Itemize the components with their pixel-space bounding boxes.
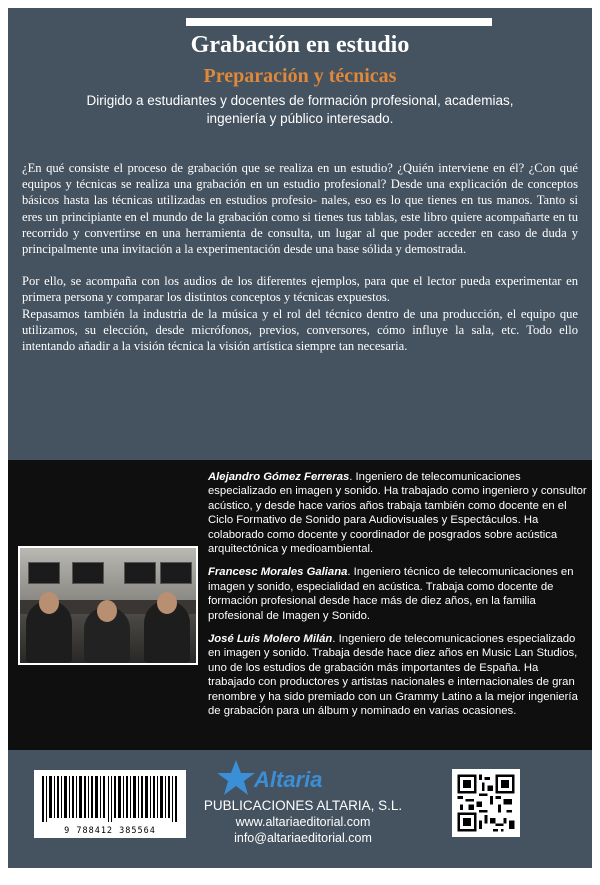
qr-code-icon [452, 769, 520, 837]
author-bio [208, 470, 588, 556]
publisher-info [158, 798, 448, 846]
author-name: Alejandro Gómez Ferreras [208, 471, 350, 483]
author-name: José Luis Molero Milán [208, 633, 333, 646]
author-bio-text: . Ingeniero de telecomunicaciones especializado en imagen y sonido. Trabaja desde hace diez años en Music Lan Studios, uno de los estudios de grabación más importantes de España. Ha trabajado con productores y artistas nacionales e internacionales de gran renombre y ha sido premiado con un Grammy Latino a la mejor ingeniería de grabación para un álbum y nominado en varias ocasiones. [208, 633, 578, 718]
book-subtitle: Preparación y técnicas [203, 65, 397, 87]
author-bio-text: . Ingeniero de telecomunicaciones especializado en imagen y sonido. Ha trabajado como ingeniero y consultor acústico, y desde hace varios años trabaja también como docente en el Ciclo Formativo de Sonido para Audiovisuales y Espectáculos. Ha colaborado como docente y coordinador de posgrados sobre acústica arquitectónica y medioambiental. [208, 471, 587, 556]
top-rule [186, 18, 492, 26]
synopsis [22, 160, 578, 354]
synopsis-paragraph: Por ello, se acompaña con los audios de los diferentes ejemplos, para que el lector pueda experimentar en primera persona y comparar los distintos conceptos y técnicas expuestos. [22, 274, 578, 305]
synopsis-paragraph: ¿En qué consiste el proceso de grabación que se realiza en un estudio? ¿Quién interviene en él? ¿Con qué equipos y técnicas se realiza una grabación en un estudio profesional? Desde una explicación de conceptos básicos hasta las técnicas utilizadas en estudios profesio- nales, eso es lo que tienes en tus manos. Tanto si eres un principiante en el mundo de la grabación como si tienes tus tablas, este libro quiere acompañarte en tu recorrido y convertirse en una herramienta de consulta, un lugar al que poder acceder en caso de duda y principalmente una invitación a la experimentación desde una base sólida y demostrada. [22, 161, 578, 257]
book-title: Grabación en estudio [190, 32, 410, 58]
target-audience: Dirigido a estudiantes y docentes de formación profesional, academias, ingeniería y público interesado. [86, 93, 514, 126]
qr-code-pattern [452, 769, 520, 837]
publisher-email[interactable]: info@altariaeditorial.com [234, 831, 372, 845]
back-cover [8, 8, 592, 868]
author-bio [208, 632, 588, 718]
altaria-star-logo [218, 758, 368, 798]
authors-band [8, 460, 592, 750]
author-bios [208, 470, 588, 728]
author-bio-text: . Ingeniero técnico de telecomunicaciones en imagen y sonido, especialidad en acústica. Trabaja como docente de formación profesional desde hace más de diez años, en la familia profesional de Imagen y Sonido. [208, 566, 574, 622]
author-name: Francesc Morales Galiana [208, 566, 348, 579]
publisher-name: PUBLICACIONES ALTARIA, S.L. [203, 798, 403, 813]
synopsis-paragraph: Repasamos también la industria de la música y el rol del técnico dentro de una producción, el equipo que utilizamos, su elección, desde micrófonos, previos, conversores, cómo influye la sala, etc. Todo ello intentando añadir a la visión técnica la visión artística siempre tan necesaria. [22, 306, 578, 354]
author-bio [208, 565, 588, 623]
authors-photo [18, 546, 198, 665]
publisher-website[interactable]: www.altariaeditorial.com [235, 815, 371, 829]
logo-text: Altaria [254, 767, 323, 792]
isbn-number: 9 788412 385564 [64, 826, 156, 836]
